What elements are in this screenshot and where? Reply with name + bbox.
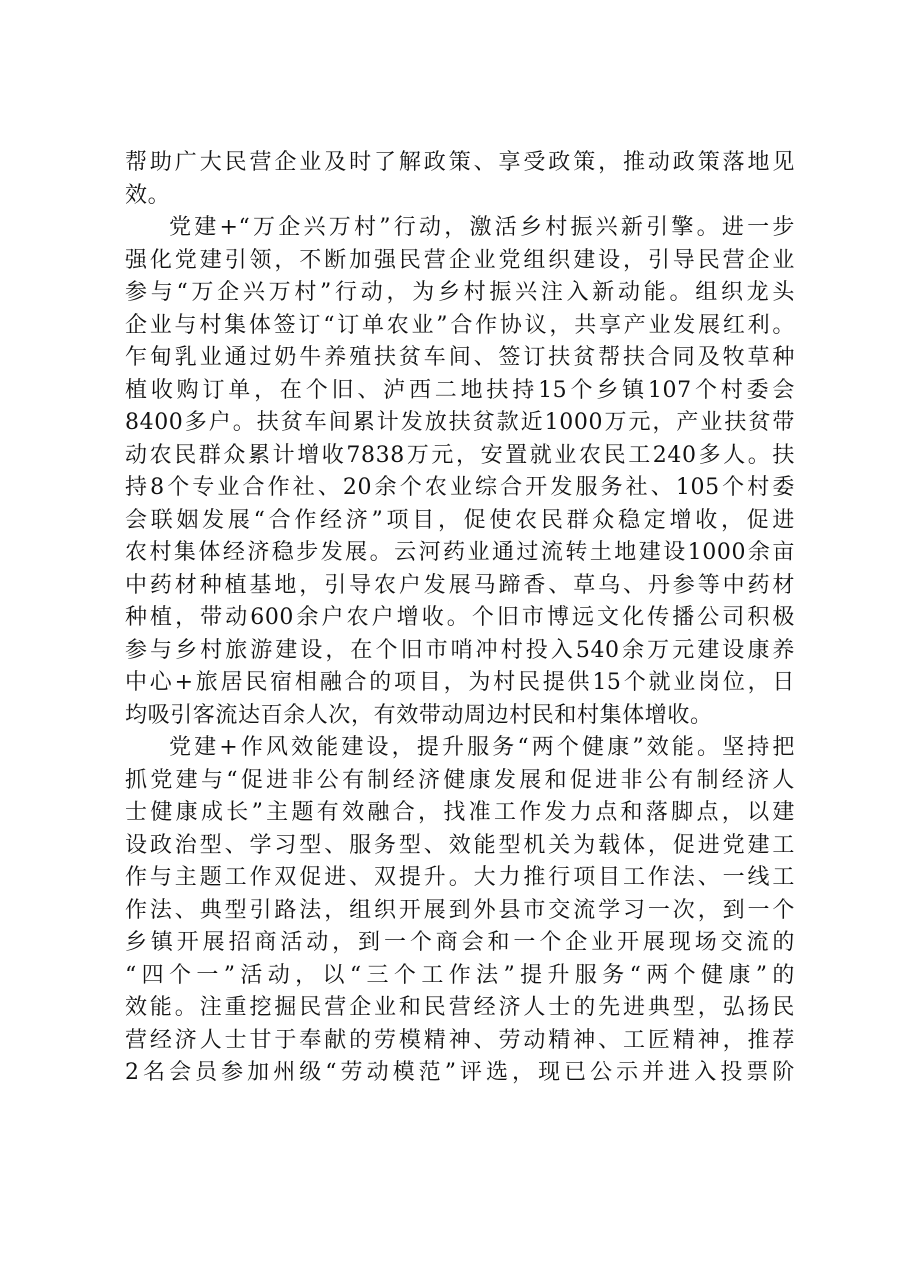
text-line: 种植，带动600余户农户增收。个旧市博远文化传播公司积极 (125, 605, 795, 630)
text-line: 抓党建与“促进非公有制经济健康发展和促进非公有制经济人 (125, 767, 795, 793)
text-line: 营经济人士甘于奉献的劳模精神、劳动精神、工匠精神，推荐 (125, 1027, 795, 1053)
text-line: 参与“万企兴万村”行动，为乡村振兴注入新动能。组织龙头 (125, 280, 795, 305)
text-line: “四个一”活动，以“三个工作法”提升服务“两个健康”的 (125, 962, 795, 988)
text-line: 8400多户。扶贫车间累计发放扶贫款近1000万元，产业扶贫带 (125, 410, 795, 435)
text-line: 帮助广大民营企业及时了解政策、享受政策，推动政策落地见 (125, 150, 795, 175)
text-line: 企业与村集体签订“订单农业”合作协议，共享产业发展红利。 (125, 312, 795, 338)
text-line: 作与主题工作双促进、双提升。大力推行项目工作法、一线工 (125, 865, 795, 890)
text-line: 植收购订单，在个旧、泸西二地扶持15个乡镇107个村委会 (125, 377, 795, 403)
text-line: 会联姻发展“合作经济”项目，促使农民群众稳定增收，促进 (125, 507, 795, 533)
text-line: 作法、典型引路法，组织开展到外县市交流学习一次，到一个 (125, 897, 795, 923)
text-line: 党建+“万企兴万村”行动，激活乡村振兴新引擎。进一步 (169, 215, 795, 240)
text-line: 士健康成长”主题有效融合，找准工作发力点和落脚点，以建 (125, 800, 795, 825)
text-line: 效能。注重挖掘民营企业和民营经济人士的先进典型，弘扬民 (125, 995, 795, 1020)
text-line: 中药材种植基地，引导农户发展马蹄香、草乌、丹参等中药材 (125, 572, 795, 598)
text-line: 党建+作风效能建设，提升服务“两个健康”效能。坚持把 (169, 735, 795, 760)
text-line: 乡镇开展招商活动，到一个商会和一个企业开展现场交流的 (125, 930, 795, 955)
text-line: 动农民群众累计增收7838万元，安置就业农民工240多人。扶 (125, 442, 795, 468)
text-line: 参与乡村旅游建设，在个旧市哨冲村投入540余万元建设康养 (125, 637, 795, 663)
text-line: 农村集体经济稳步发展。云河药业通过流转土地建设1000余亩 (125, 540, 795, 565)
text-line: 强化党建引领，不断加强民营企业党组织建设，引导民营企业 (125, 247, 795, 273)
document-body (125, 147, 795, 1090)
text-line: 中心+旅居民宿相融合的项目，为村民提供15个就业岗位，日 (125, 670, 795, 695)
text-line: 乍甸乳业通过奶牛养殖扶贫车间、签订扶贫帮扶合同及牧草种 (125, 345, 795, 370)
text-line: 2名会员参加州级“劳动模范”评选，现已公示并进入投票阶 (125, 1060, 795, 1085)
text-line: 均吸引客流达百余人次，有效带动周边村民和村集体增收。 (125, 702, 713, 728)
text-line: 持8个专业合作社、20余个农业综合开发服务社、105个村委 (125, 475, 795, 500)
text-line: 设政治型、学习型、服务型、效能型机关为载体，促进党建工 (125, 832, 795, 858)
text-line: 效。 (125, 182, 171, 208)
